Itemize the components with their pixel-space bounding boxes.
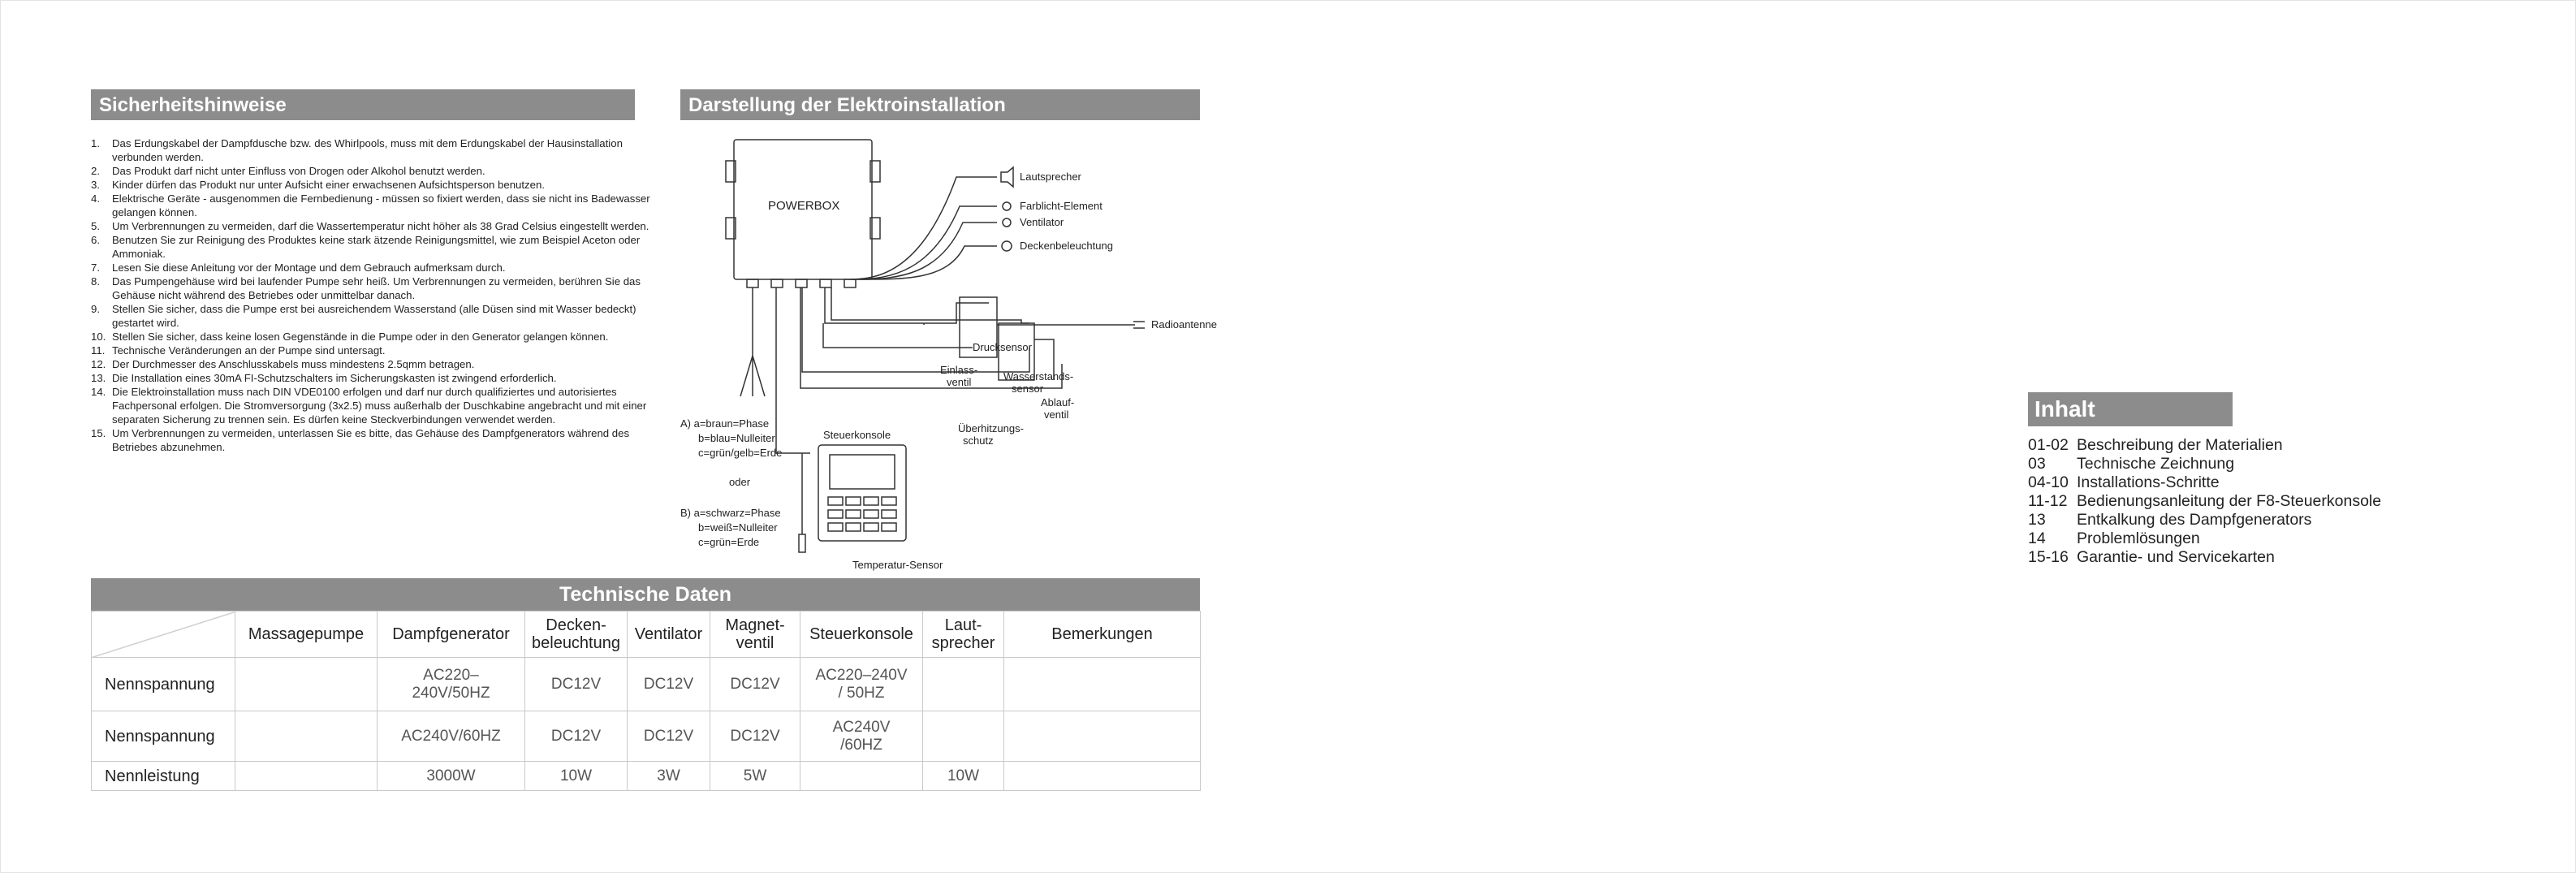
tech-cell: 3W: [628, 762, 710, 791]
safety-item: [91, 136, 651, 164]
tech-column-header: Laut- sprecher: [923, 612, 1004, 658]
safety-item-text: Die Elektroinstallation muss nach DIN VDE0100 erfolgen und darf nur durch qualifiziertes und autorisiertes Fachpersonal erfolgen. Die Stromversorgung (3x2.5) muss außerhalb der Duschkabine angebracht und mit einer separaten Sicherung zu trennen sein. Es dürfen keine Steckverbindungen verwendet werden.: [112, 386, 647, 426]
safety-item: [91, 371, 651, 385]
safety-item-text: Um Verbrennungen zu vermeiden, unterlassen Sie es bitte, das Gehäuse des Dampfgenerators während des Betriebes abzunehmen.: [112, 427, 630, 453]
tech-cell: [923, 658, 1004, 711]
toc-page: 03: [2028, 455, 2046, 473]
toc-item: [2028, 511, 2381, 529]
safety-item-text: Das Erdungskabel der Dampfdusche bzw. des Whirlpools, muss mit dem Erdungskabel der Hausinstallation verbunden werden.: [112, 137, 623, 163]
toc-item: [2028, 548, 2381, 567]
safety-item-number: 3.: [91, 179, 100, 191]
tech-heading: Technische Daten: [91, 578, 1200, 611]
tech-cell: DC12V: [628, 711, 710, 762]
safety-item-text: Stellen Sie sicher, dass die Pumpe erst bei ausreichendem Wasserstand (alle Düsen sind mit Wasser bedeckt) gestartet wird.: [112, 303, 636, 329]
safety-item-text: Die Installation eines 30mA FI-Schutzschalters im Sicherungskasten ist zwingend erforderlich.: [112, 372, 557, 384]
toc-page: 15-16: [2028, 548, 2069, 566]
wiring-b-2: b=weiß=Nulleiter: [698, 521, 778, 534]
label-einlassventil-2: ventil: [947, 376, 972, 388]
tech-cell: 10W: [525, 762, 628, 791]
safety-item-text: Stellen Sie sicher, dass keine losen Gegenstände in die Pumpe oder in den Generator gelangen können.: [112, 331, 609, 343]
tech-row-label: Nennspannung: [92, 711, 235, 762]
safety-item: [91, 385, 651, 426]
toc-page: 04-10: [2028, 473, 2069, 491]
safety-item-number: 4.: [91, 192, 100, 205]
label-ablaufventil-2: ventil: [1044, 408, 1069, 421]
wiring-diagram: [680, 128, 1217, 575]
label-farblicht: Farblicht-Element: [1020, 200, 1102, 212]
safety-item: [91, 219, 651, 233]
label-deckenbeleuchtung: Deckenbeleuchtung: [1020, 240, 1113, 252]
tech-cell: [1004, 762, 1201, 791]
toc-text: Garantie- und Servicekarten: [2077, 548, 2275, 566]
safety-list: [91, 136, 651, 454]
control-console-shape: [818, 445, 906, 541]
safety-item-text: Der Durchmesser des Anschlusskabels muss mindestens 2.5qmm betragen.: [112, 358, 475, 370]
safety-item: [91, 233, 651, 261]
safety-heading: Sicherheitshinweise: [91, 89, 635, 120]
toc-page: 01-02: [2028, 436, 2069, 454]
safety-item-number: 12.: [91, 358, 106, 370]
wiring-a-2: b=blau=Nulleiter: [698, 432, 775, 444]
safety-item-number: 11.: [91, 344, 106, 357]
tech-cell: 10W: [923, 762, 1004, 791]
label-ventilator: Ventilator: [1020, 216, 1064, 228]
toc-page: 13: [2028, 511, 2046, 529]
tech-cell: DC12V: [628, 658, 710, 711]
safety-item: [91, 261, 651, 274]
tech-cell: 3000W: [378, 762, 525, 791]
powerbox-label: POWERBOX: [768, 199, 840, 213]
tech-cell: AC240V /60HZ: [800, 711, 923, 762]
tech-cell: DC12V: [525, 711, 628, 762]
label-einlassventil-1: Einlass-: [940, 364, 978, 376]
tech-body: [92, 658, 1201, 791]
toc-text: Installations-Schritte: [2077, 473, 2220, 491]
tech-cell: 5W: [710, 762, 800, 791]
label-ueberhitzung-1: Überhitzungs-: [958, 422, 1024, 434]
tech-cell: DC12V: [710, 658, 800, 711]
safety-item-number: 1.: [91, 137, 100, 149]
toc-text: Entkalkung des Dampfgenerators: [2077, 511, 2312, 529]
tech-column-header: Magnet- ventil: [710, 612, 800, 658]
label-lautsprecher: Lautsprecher: [1020, 171, 1081, 183]
label-steuerkonsole: Steuerkonsole: [823, 429, 891, 441]
safety-item-number: 6.: [91, 234, 100, 246]
tech-cell: [235, 658, 378, 711]
safety-item-text: Benutzen Sie zur Reinigung des Produktes keine stark ätzende Reinigungsmittel, wie zum Beispiel Aceton oder Ammoniak.: [112, 234, 641, 260]
tech-cell: [923, 711, 1004, 762]
tech-row-label: Nennspannung: [92, 658, 235, 711]
tech-cell: [235, 762, 378, 791]
tech-column-header: Dampfgenerator: [378, 612, 525, 658]
safety-item-text: Technische Veränderungen an der Pumpe sind untersagt.: [112, 344, 386, 357]
tech-cell: [1004, 711, 1201, 762]
safety-item-text: Das Pumpengehäuse wird bei laufender Pumpe sehr heiß. Um Verbrennungen zu vermeiden, berühren Sie das Gehäuse nicht während des Betriebes oder unmittelbar danach.: [112, 275, 641, 301]
safety-item-text: Lesen Sie diese Anleitung vor der Montage und dem Gebrauch aufmerksam durch.: [112, 261, 506, 274]
tech-cell: DC12V: [525, 658, 628, 711]
safety-item-number: 2.: [91, 165, 100, 177]
safety-item-number: 8.: [91, 275, 100, 287]
tech-cell: AC240V/60HZ: [378, 711, 525, 762]
label-wasserstand-1: Wasserstands-: [1003, 370, 1074, 382]
toc-item: [2028, 436, 2381, 455]
safety-item: [91, 178, 651, 192]
tech-column-header: Massagepumpe: [235, 612, 378, 658]
toc-text: Problemlösungen: [2077, 529, 2200, 547]
label-radioantenne: Radioantenne: [1151, 318, 1217, 331]
toc-item: [2028, 455, 2381, 473]
toc-list: [2028, 436, 2381, 567]
safety-item: [91, 192, 651, 219]
label-ueberhitzung-2: schutz: [963, 434, 994, 447]
tech-cell: [1004, 658, 1201, 711]
safety-item-text: Kinder dürfen das Produkt nur unter Aufsicht einer erwachsenen Aufsichtsperson benutzen.: [112, 179, 545, 191]
safety-item-number: 14.: [91, 386, 106, 398]
tech-cell: AC220–240V / 50HZ: [800, 658, 923, 711]
safety-item-text: Elektrische Geräte - ausgenommen die Fernbedienung - müssen so fixiert werden, dass sie nicht ins Badewasser gelangen können.: [112, 192, 650, 218]
wiring-a-3: c=grün/gelb=Erde: [698, 447, 783, 459]
toc-page: 14: [2028, 529, 2046, 547]
safety-item-number: 5.: [91, 220, 100, 232]
safety-item: [91, 330, 651, 344]
safety-item: [91, 357, 651, 371]
toc-text: Technische Zeichnung: [2077, 455, 2235, 473]
toc-text: Bedienungsanleitung der F8-Steuerkonsole: [2077, 492, 2382, 510]
toc-heading: Inhalt: [2028, 392, 2233, 426]
safety-item: [91, 426, 651, 454]
toc-item: [2028, 529, 2381, 548]
tech-row: [92, 762, 1201, 791]
wiring-b-3: c=grün=Erde: [698, 536, 760, 548]
tech-table: [91, 611, 1201, 791]
safety-item-number: 7.: [91, 261, 100, 274]
safety-item-number: 15.: [91, 427, 106, 439]
tech-column-header: Bemerkungen: [1004, 612, 1201, 658]
safety-item: [91, 274, 651, 302]
tech-row: [92, 658, 1201, 711]
toc-page: 11-12: [2028, 492, 2068, 510]
safety-item: [91, 302, 651, 330]
tech-cell: AC220– 240V/50HZ: [378, 658, 525, 711]
tech-row-label: Nennleistung: [92, 762, 235, 791]
toc-text: Beschreibung der Materialien: [2077, 436, 2283, 454]
safety-item-number: 13.: [91, 372, 106, 384]
label-temperatur-sensor: Temperatur-Sensor: [852, 559, 943, 571]
safety-item-number: 9.: [91, 303, 100, 315]
safety-item-text: Das Produkt darf nicht unter Einfluss von Drogen oder Alkohol benutzt werden.: [112, 165, 485, 177]
wiring-b-1: B) a=schwarz=Phase: [680, 507, 781, 519]
toc-item: [2028, 473, 2381, 492]
label-wasserstand-2: sensor: [1012, 382, 1044, 395]
label-ablaufventil-1: Ablauf-: [1041, 396, 1075, 408]
safety-item: [91, 164, 651, 178]
wiring-a-1: A) a=braun=Phase: [680, 417, 770, 430]
safety-item-text: Um Verbrennungen zu vermeiden, darf die Wassertemperatur nicht höher als 38 Grad Celsius eingestellt werden.: [112, 220, 649, 232]
safety-item: [91, 344, 651, 357]
tech-column-header: Ventilator: [628, 612, 710, 658]
tech-column-header: Decken- beleuchtung: [525, 612, 628, 658]
tech-column-header: Steuerkonsole: [800, 612, 923, 658]
tech-row: [92, 711, 1201, 762]
label-drucksensor: Drucksensor: [973, 341, 1032, 353]
tech-cell: [235, 711, 378, 762]
tech-corner-cell: [92, 612, 235, 658]
wiring-oder: oder: [729, 476, 751, 488]
diagram-heading: Darstellung der Elektroinstallation: [680, 89, 1200, 120]
tech-header-row: [92, 612, 1201, 658]
tech-cell: [800, 762, 923, 791]
toc-item: [2028, 492, 2381, 511]
safety-item-number: 10.: [91, 331, 106, 343]
tech-cell: DC12V: [710, 711, 800, 762]
